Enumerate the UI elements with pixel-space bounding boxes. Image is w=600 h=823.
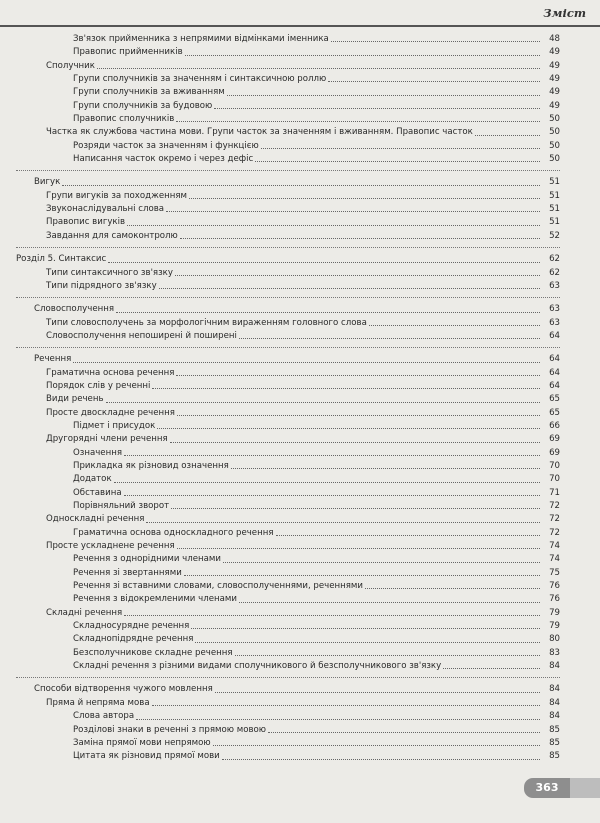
dot-leader	[124, 607, 540, 616]
dot-leader	[261, 140, 540, 149]
page-number: 363	[524, 778, 570, 798]
dot-leader	[116, 303, 540, 312]
toc-entry[interactable]	[16, 540, 560, 553]
toc-entry-title: Речення зі вставними словами, словосполученнями, реченнями	[73, 580, 365, 593]
toc-entry[interactable]	[16, 607, 560, 620]
toc-entry-page: 51	[540, 216, 560, 229]
toc-entry-page: 49	[540, 46, 560, 59]
toc-entry-title: Типи синтаксичного зв'язку	[46, 267, 175, 280]
toc-entry[interactable]	[16, 86, 560, 99]
toc-entry-title: Написання часток окремо і через дефіс	[73, 153, 255, 166]
page-tab-bar	[570, 778, 600, 798]
dot-leader	[176, 113, 540, 122]
toc-entry[interactable]	[16, 567, 560, 580]
toc-entry[interactable]	[16, 140, 560, 153]
toc-entry-title: Розряди часток за значенням і функцією	[73, 140, 261, 153]
toc-entry[interactable]	[16, 660, 560, 673]
dot-leader	[62, 176, 540, 185]
toc-entry-title: Прикладка як різновид означення	[73, 460, 231, 473]
dot-leader	[177, 407, 540, 416]
dot-leader	[170, 433, 540, 442]
toc-entry-title: Заміна прямої мови непрямою	[73, 737, 213, 750]
toc-entry[interactable]	[16, 487, 560, 500]
toc-entry-page: 63	[540, 303, 560, 316]
toc-entry[interactable]	[16, 203, 560, 216]
toc-entry-title: Речення з відокремленими членами	[73, 593, 239, 606]
toc-entry[interactable]	[16, 380, 560, 393]
dot-leader	[180, 230, 540, 239]
toc-entry-page: 50	[540, 140, 560, 153]
dot-leader	[127, 216, 540, 225]
toc-entry-title: Правопис сполучників	[73, 113, 176, 126]
toc-entry-title: Безсполучникове складне речення	[73, 647, 235, 660]
toc-entry-title: Групи сполучників за вживанням	[73, 86, 227, 99]
toc-entry-page: 63	[540, 280, 560, 293]
toc-entry-title: Просте двоскладне речення	[46, 407, 177, 420]
dot-leader	[159, 280, 540, 289]
toc-entry-page: 79	[540, 607, 560, 620]
section-separator	[16, 677, 560, 679]
toc-entry-page: 85	[540, 724, 560, 737]
toc-entry-title: Означення	[73, 447, 124, 460]
toc-entry[interactable]	[16, 113, 560, 126]
dot-leader	[365, 580, 540, 589]
dot-leader	[191, 620, 540, 629]
toc-entry[interactable]	[16, 593, 560, 606]
toc-entry[interactable]	[16, 267, 560, 280]
toc-entry-title: Групи сполучників за значенням і синтаксичною роллю	[73, 73, 328, 86]
toc-entry-title: Розділові знаки в реченні з прямою мовою	[73, 724, 268, 737]
dot-leader	[328, 73, 540, 82]
dot-leader	[106, 393, 540, 402]
dot-leader	[213, 737, 540, 746]
toc-entry[interactable]	[16, 46, 560, 59]
dot-leader	[177, 540, 540, 549]
dot-leader	[369, 317, 540, 326]
toc-entry-page: 50	[540, 153, 560, 166]
toc-entry-title: Розділ 5. Синтаксис	[16, 253, 108, 266]
toc-entry-title: Складносурядне речення	[73, 620, 191, 633]
dot-leader	[268, 724, 540, 733]
toc-entry[interactable]	[16, 317, 560, 330]
toc-entry-page: 70	[540, 473, 560, 486]
section-separator	[16, 297, 560, 299]
toc-entry-page: 75	[540, 567, 560, 580]
toc-entry-title: Речення	[34, 353, 73, 366]
toc-entry-page: 64	[540, 380, 560, 393]
toc-entry-page: 85	[540, 737, 560, 750]
dot-leader	[152, 697, 540, 706]
toc-entry[interactable]	[16, 176, 560, 189]
toc-entry-title: Підмет і присудок	[73, 420, 157, 433]
toc-entry-title: Граматична основа речення	[46, 367, 176, 380]
toc-entry[interactable]	[16, 553, 560, 566]
toc-entry-title: Вигук	[34, 176, 62, 189]
toc-entry-title: Види речень	[46, 393, 106, 406]
dot-leader	[331, 33, 540, 42]
toc-entry-title: Звуконаслідувальні слова	[46, 203, 166, 216]
toc-entry-page: 69	[540, 433, 560, 446]
toc-entry-page: 62	[540, 267, 560, 280]
toc-entry-page: 49	[540, 100, 560, 113]
dot-leader	[171, 500, 540, 509]
toc-entry[interactable]	[16, 60, 560, 73]
toc-entry[interactable]	[16, 393, 560, 406]
toc-entry[interactable]	[16, 647, 560, 660]
section-separator	[16, 347, 560, 349]
toc-entry-page: 76	[540, 593, 560, 606]
toc-entry[interactable]	[16, 633, 560, 646]
toc-entry-page: 64	[540, 330, 560, 343]
toc-entry-page: 63	[540, 317, 560, 330]
toc-entry-title: Сполучник	[46, 60, 97, 73]
toc-entry-page: 74	[540, 540, 560, 553]
toc-entry-page: 48	[540, 33, 560, 46]
dot-leader	[108, 253, 540, 262]
toc-entry-title: Правопис прийменників	[73, 46, 185, 59]
dot-leader	[443, 660, 540, 669]
dot-leader	[157, 420, 540, 429]
toc-entry-page: 69	[540, 447, 560, 460]
toc-entry-page: 84	[540, 697, 560, 710]
toc-entry[interactable]	[16, 580, 560, 593]
toc-entry[interactable]	[16, 126, 560, 139]
toc-entry-title: Цитата як різновид прямої мови	[73, 750, 222, 763]
dot-leader	[114, 473, 540, 482]
toc-entry-title: Просте ускладнене речення	[46, 540, 177, 553]
dot-leader	[176, 367, 540, 376]
dot-leader	[222, 750, 540, 759]
dot-leader	[189, 190, 540, 199]
toc-entry-page: 71	[540, 487, 560, 500]
toc-entry-page: 51	[540, 203, 560, 216]
toc-entry-title: Порядок слів у реченні	[46, 380, 152, 393]
toc-entry-title: Групи вигуків за походженням	[46, 190, 189, 203]
toc-entry-title: Додаток	[73, 473, 114, 486]
dot-leader	[239, 593, 540, 602]
toc-entry[interactable]	[16, 367, 560, 380]
section-separator	[16, 170, 560, 172]
toc-entry[interactable]	[16, 620, 560, 633]
dot-leader	[227, 86, 540, 95]
dot-leader	[124, 487, 540, 496]
toc-entry-page: 74	[540, 553, 560, 566]
dot-leader	[255, 153, 540, 162]
toc-entry-page: 65	[540, 393, 560, 406]
running-header-title: Зміст	[543, 6, 586, 20]
toc-entry-page: 84	[540, 683, 560, 696]
toc-entry-title: Словосполучення	[34, 303, 116, 316]
toc-entry-page: 84	[540, 660, 560, 673]
toc-entry-title: Речення зі звертаннями	[73, 567, 184, 580]
toc-entry[interactable]	[16, 513, 560, 526]
dot-leader	[97, 60, 540, 69]
toc-entry[interactable]	[16, 420, 560, 433]
dot-leader	[185, 46, 540, 55]
toc-entry-title: Правопис вигуків	[46, 216, 127, 229]
toc-entry-page: 84	[540, 710, 560, 723]
toc-entry[interactable]	[16, 407, 560, 420]
toc-entry-title: Групи сполучників за будовою	[73, 100, 214, 113]
toc-entry-page: 50	[540, 113, 560, 126]
toc-entry-title: Словосполучення непоширені й поширені	[46, 330, 239, 343]
toc-entry[interactable]	[16, 330, 560, 343]
dot-leader	[184, 567, 540, 576]
toc-entry[interactable]	[16, 190, 560, 203]
toc-entry-page: 79	[540, 620, 560, 633]
toc-entry-title: Граматична основа односкладного речення	[73, 527, 276, 540]
toc-entry-title: Складні речення	[46, 607, 124, 620]
toc-entry-title: Односкладні речення	[46, 513, 146, 526]
toc-entry-page: 83	[540, 647, 560, 660]
toc-entry[interactable]	[16, 460, 560, 473]
header-rule	[0, 25, 600, 27]
toc-entry-page: 66	[540, 420, 560, 433]
toc-entry-title: Обставина	[73, 487, 124, 500]
toc-entry[interactable]	[16, 303, 560, 316]
toc-entry-title: Речення з однорідними членами	[73, 553, 223, 566]
toc-entry-title: Способи відтворення чужого мовлення	[34, 683, 215, 696]
dot-leader	[175, 267, 540, 276]
toc-entry[interactable]	[16, 73, 560, 86]
toc-entry[interactable]	[16, 737, 560, 750]
toc-entry[interactable]	[16, 153, 560, 166]
toc-entry-title: Порівняльний зворот	[73, 500, 171, 513]
toc-entry-title: Типи словосполучень за морфологічним вираженням головного слова	[46, 317, 369, 330]
toc-entry-title: Пряма й непряма мова	[46, 697, 152, 710]
dot-leader	[73, 353, 540, 362]
toc-entry-page: 50	[540, 126, 560, 139]
toc-entry-page: 62	[540, 253, 560, 266]
toc-entry[interactable]	[16, 447, 560, 460]
dot-leader	[146, 513, 540, 522]
toc-entry-page: 72	[540, 500, 560, 513]
dot-leader	[223, 553, 540, 562]
dot-leader	[166, 203, 540, 212]
dot-leader	[276, 527, 540, 536]
toc-entry-title: Другорядні члени речення	[46, 433, 170, 446]
dot-leader	[215, 683, 540, 692]
toc-entry[interactable]	[16, 230, 560, 243]
toc-entry[interactable]	[16, 473, 560, 486]
toc-entry-page: 49	[540, 73, 560, 86]
toc-entry[interactable]	[16, 710, 560, 723]
toc-entry[interactable]	[16, 353, 560, 366]
dot-leader	[152, 380, 540, 389]
toc-entry-page: 85	[540, 750, 560, 763]
dot-leader	[235, 647, 540, 656]
toc-entry[interactable]	[16, 697, 560, 710]
toc-entry[interactable]	[16, 527, 560, 540]
toc-entry-page: 49	[540, 60, 560, 73]
toc-entry-page: 51	[540, 190, 560, 203]
toc-entry-page: 80	[540, 633, 560, 646]
toc-entry-title: Завдання для самоконтролю	[46, 230, 180, 243]
dot-leader	[195, 633, 540, 642]
toc-entry-title: Зв'язок прийменника з непрямими відмінками іменника	[73, 33, 331, 46]
toc-entry[interactable]	[16, 750, 560, 763]
toc-entry-page: 72	[540, 513, 560, 526]
dot-leader	[231, 460, 540, 469]
toc-entry-title: Типи підрядного зв'язку	[46, 280, 159, 293]
toc-entry[interactable]	[16, 724, 560, 737]
toc-entry-page: 76	[540, 580, 560, 593]
section-separator	[16, 247, 560, 249]
toc-entry[interactable]	[16, 253, 560, 266]
toc-entry-page: 64	[540, 353, 560, 366]
toc-entry[interactable]	[16, 433, 560, 446]
toc-entry-page: 65	[540, 407, 560, 420]
toc-entry[interactable]	[16, 216, 560, 229]
toc-entry-page: 49	[540, 86, 560, 99]
toc-entry[interactable]	[16, 33, 560, 46]
dot-leader	[475, 126, 540, 135]
toc-entry[interactable]	[16, 280, 560, 293]
table-of-contents	[16, 33, 560, 764]
dot-leader	[214, 100, 540, 109]
toc-entry-page: 51	[540, 176, 560, 189]
toc-entry-page: 52	[540, 230, 560, 243]
toc-entry-page: 70	[540, 460, 560, 473]
toc-entry-title: Частка як службова частина мови. Групи часток за значенням і вживанням. Правопис часток	[46, 126, 475, 139]
dot-leader	[124, 447, 540, 456]
toc-entry[interactable]	[16, 500, 560, 513]
dot-leader	[239, 330, 540, 339]
toc-entry-title: Складнопідрядне речення	[73, 633, 195, 646]
dot-leader	[136, 710, 540, 719]
toc-entry[interactable]	[16, 683, 560, 696]
toc-entry-page: 72	[540, 527, 560, 540]
toc-entry-title: Слова автора	[73, 710, 136, 723]
toc-entry-page: 64	[540, 367, 560, 380]
toc-entry[interactable]	[16, 100, 560, 113]
toc-entry-title: Складні речення з різними видами сполучникового й безсполучникового зв'язку	[73, 660, 443, 673]
